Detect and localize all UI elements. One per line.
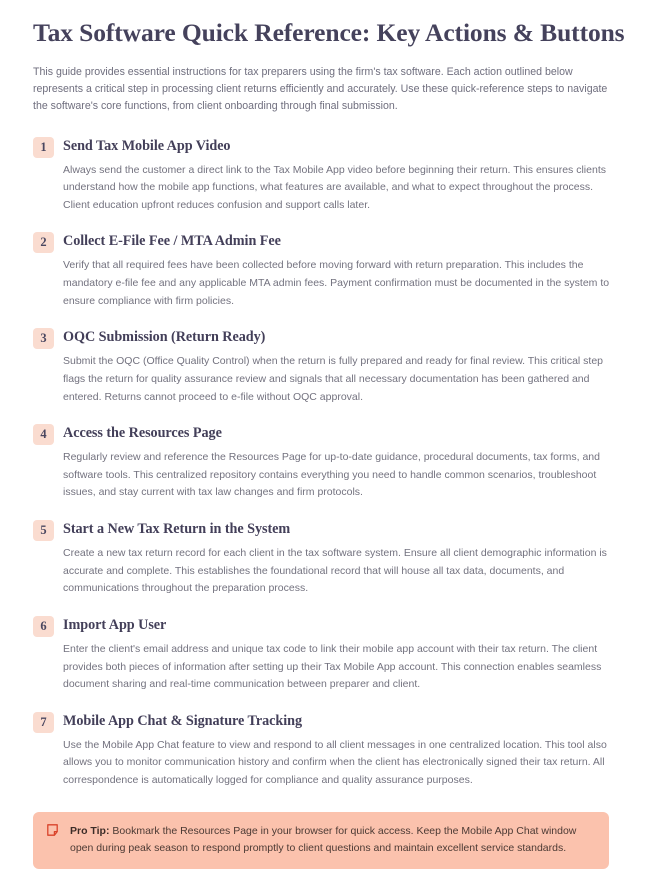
step-description: Submit the OQC (Office Quality Control) when the return is fully prepared and ready for final review. This critical step flags the return for quality assurance review and signals that all necessary documentation has been gathered and entered. Returns cannot proceed to e-file without OQC approval. [63,355,604,403]
step-header [33,327,612,349]
step-title: Collect E-File Fee / MTA Admin Fee [63,233,281,250]
step-title: Mobile App Chat & Signature Tracking [63,712,303,729]
step-header [33,423,612,445]
step-description: Verify that all required fees have been collected before moving forward with return preparation. This includes the mandatory e-file fee and any applicable MTA admin fees. Payment confirmation must be documented in the system to ensure compliance with firm policies. [63,259,610,307]
list-item [33,136,612,215]
step-description: Enter the client's email address and unique tax code to link their mobile app account with their tax return. The client provides both pieces of information after setting up their Tax Mobile App account. This connection enables seamless document sharing and real-time communication between preparer and client. [63,642,602,691]
intro-paragraph: This guide provides essential instructions for tax preparers using the firm's tax software. Each action outlined below represents a critical step in processing client returns efficiently and accurately. Use these quick-reference steps to navigate the software's core functions, from client onboarding through final submission. [33,66,608,113]
step-number-badge: 7 [33,712,54,733]
step-description: Use the Mobile App Chat feature to view and respond to all client messages in one centralized location. This tool also allows you to monitor communication history and confirm when the client has electronically signed their tax return. All correspondence is automatically logged for compliance and quality assurance purposes. [63,738,607,787]
step-number-badge: 4 [33,424,54,445]
step-title: Start a New Tax Return in the System [63,521,291,538]
step-header [33,231,612,253]
step-description: Always send the customer a direct link to the Tax Mobile App video before beginning their return. This ensures clients understand how the mobile app functions, what features are available, and what to expect throughout the process. Client education upfront reduces confusion and support calls later. [63,163,606,211]
list-item [33,615,612,694]
step-header [33,136,612,158]
pro-tip-body: Bookmark the Resources Page in your browser for quick access. Keep the Mobile App Chat window open during peak season to respond promptly to client questions and maintain excellent service standards. [70,824,577,854]
list-item [33,231,612,310]
step-description: Regularly review and reference the Resources Page for up-to-date guidance, procedural documents, tax forms, and software tools. This centralized repository contains everything you need to handle common scenarios, troubleshoot issues, and stay current with tax law changes and firm protocols. [63,451,600,499]
step-description: Create a new tax return record for each client in the tax software system. Ensure all client demographic information is accurate and complete. This establishes the foundational record that will house all tax data, documents, and communications throughout the preparation process. [63,547,607,595]
list-item [33,423,612,502]
step-title: Access the Resources Page [63,425,222,442]
pro-tip-text [70,823,595,857]
step-title: Import App User [63,616,167,633]
bookmark-note-icon [47,824,60,836]
steps-list [33,136,612,790]
step-title: OQC Submission (Return Ready) [63,329,266,346]
list-item [33,711,612,790]
step-header [33,711,612,733]
pro-tip-callout [33,812,609,869]
page-title: Tax Software Quick Reference: Key Actions & Buttons [33,18,625,47]
step-number-badge: 3 [33,328,54,349]
step-number-badge: 6 [33,616,54,637]
step-header [33,519,612,541]
step-number-badge: 1 [33,137,54,158]
pro-tip-label: Pro Tip: [70,824,110,837]
step-header [33,615,612,637]
list-item [33,519,612,598]
step-title: Send Tax Mobile App Video [63,137,231,154]
list-item [33,327,612,406]
step-number-badge: 2 [33,232,54,253]
step-number-badge: 5 [33,520,54,541]
